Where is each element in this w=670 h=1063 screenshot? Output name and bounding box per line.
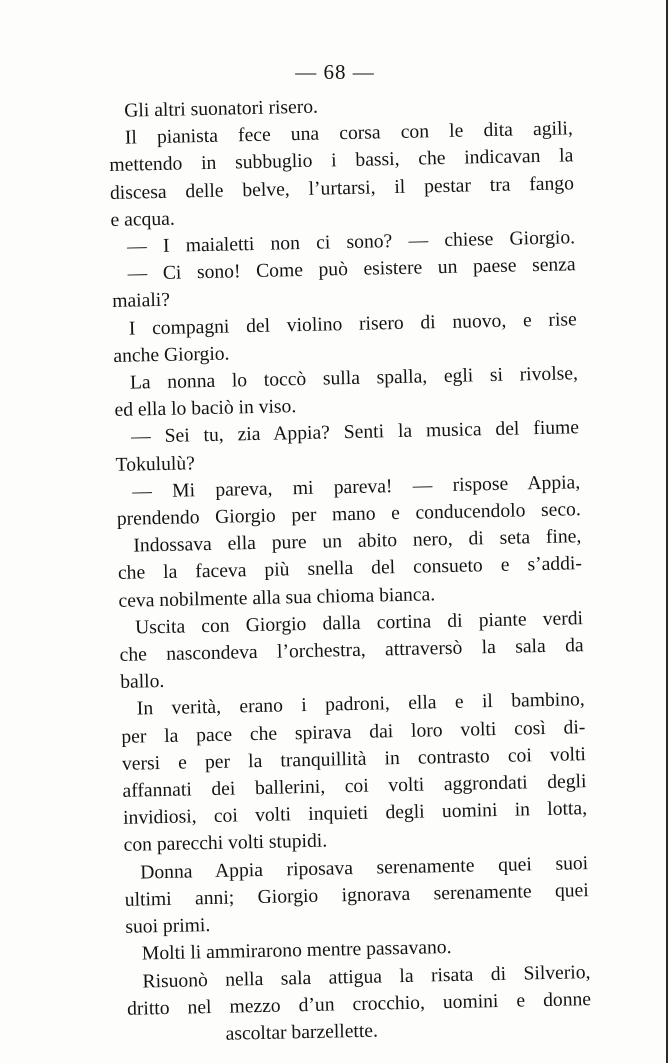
- text-line: con parecchi volti stupidi.: [123, 831, 328, 857]
- text-line: ultimi anni; Giorgio ignorava serenamente quei: [124, 879, 589, 911]
- text-line: discesa delle belve, l’urtarsi, il pestar tra fango: [109, 172, 575, 204]
- page-edge-line: [666, 0, 668, 1063]
- text-line: affannati dei ballerini, coi volti aggrondati degli: [122, 771, 587, 802]
- text-line: I compagni del violino risero di nuovo, e rise: [128, 308, 577, 340]
- text-line: ceva nobilmente alla sua chioma bianca.: [118, 583, 436, 612]
- text-line: versi e per la tranquillità in contrasto coi volti: [121, 744, 587, 775]
- text-line: In verità, erano i padroni, ella e il bambino,: [136, 689, 585, 720]
- page-number: — 68 —: [295, 60, 375, 84]
- text-line: ed ella lo baciò in viso.: [114, 396, 297, 422]
- text-line: Il pianista fece una corsa con le dita agili,: [124, 118, 573, 149]
- text-line: invidiosi, coi volti inquieti degli uomini in lotta,: [122, 798, 588, 830]
- text-line: — Sei tu, zia Appia? Senti la musica del fiume: [130, 417, 580, 449]
- body-text: [108, 88, 592, 1050]
- text-line: che nascondeva l’orchestra, attraversò la sala da: [119, 635, 584, 666]
- text-line: ballo.: [120, 671, 165, 694]
- text-line: Indossava ella pure un abito nero, di seta fine,: [133, 526, 582, 557]
- text-line: mettendo in subbuglio i bassi, che indicavan la: [109, 145, 574, 177]
- text-line: ascoltar barzellette.: [225, 1020, 379, 1045]
- text-line: anche Giorgio.: [113, 343, 230, 367]
- text-line: e acqua.: [110, 208, 175, 231]
- text-line: La nonna lo toccò sulla spalla, egli si rivolse,: [129, 363, 579, 394]
- text-line: suoi primi.: [125, 915, 211, 938]
- text-line: dritto nel mezzo d’un crocchio, uomini e donne: [126, 988, 592, 1020]
- text-line: — Ci sono! Come può esistere un paese senza: [127, 254, 576, 285]
- text-line: Tokululù?: [115, 452, 196, 476]
- text-line: prendendo Giorgio per mano e conducendolo seco.: [116, 499, 581, 530]
- text-line: maiali?: [112, 290, 171, 313]
- text-line: che la faceva più snella del consueto e s’addi-: [117, 553, 583, 585]
- text-line: Donna Appia riposava serenamente quei suoi: [140, 852, 589, 884]
- text-line: Gli altri suonatori risero.: [124, 96, 319, 122]
- text-line: Uscita con Giorgio dalla cortina di piante verdi: [134, 608, 584, 639]
- text-line: — I maialetti non ci sono? — chiese Giorgio.: [126, 227, 576, 258]
- text-line: — Mi pareva, mi pareva! — rispose Appia,: [132, 472, 581, 503]
- text-line: per la pace che spirava dai loro volti così di-: [121, 716, 586, 748]
- text-line: Risuonò nella sala attigua la risata di Silverio,: [142, 961, 591, 992]
- text-line: Molti li ammirarono mentre passavano.: [141, 937, 452, 965]
